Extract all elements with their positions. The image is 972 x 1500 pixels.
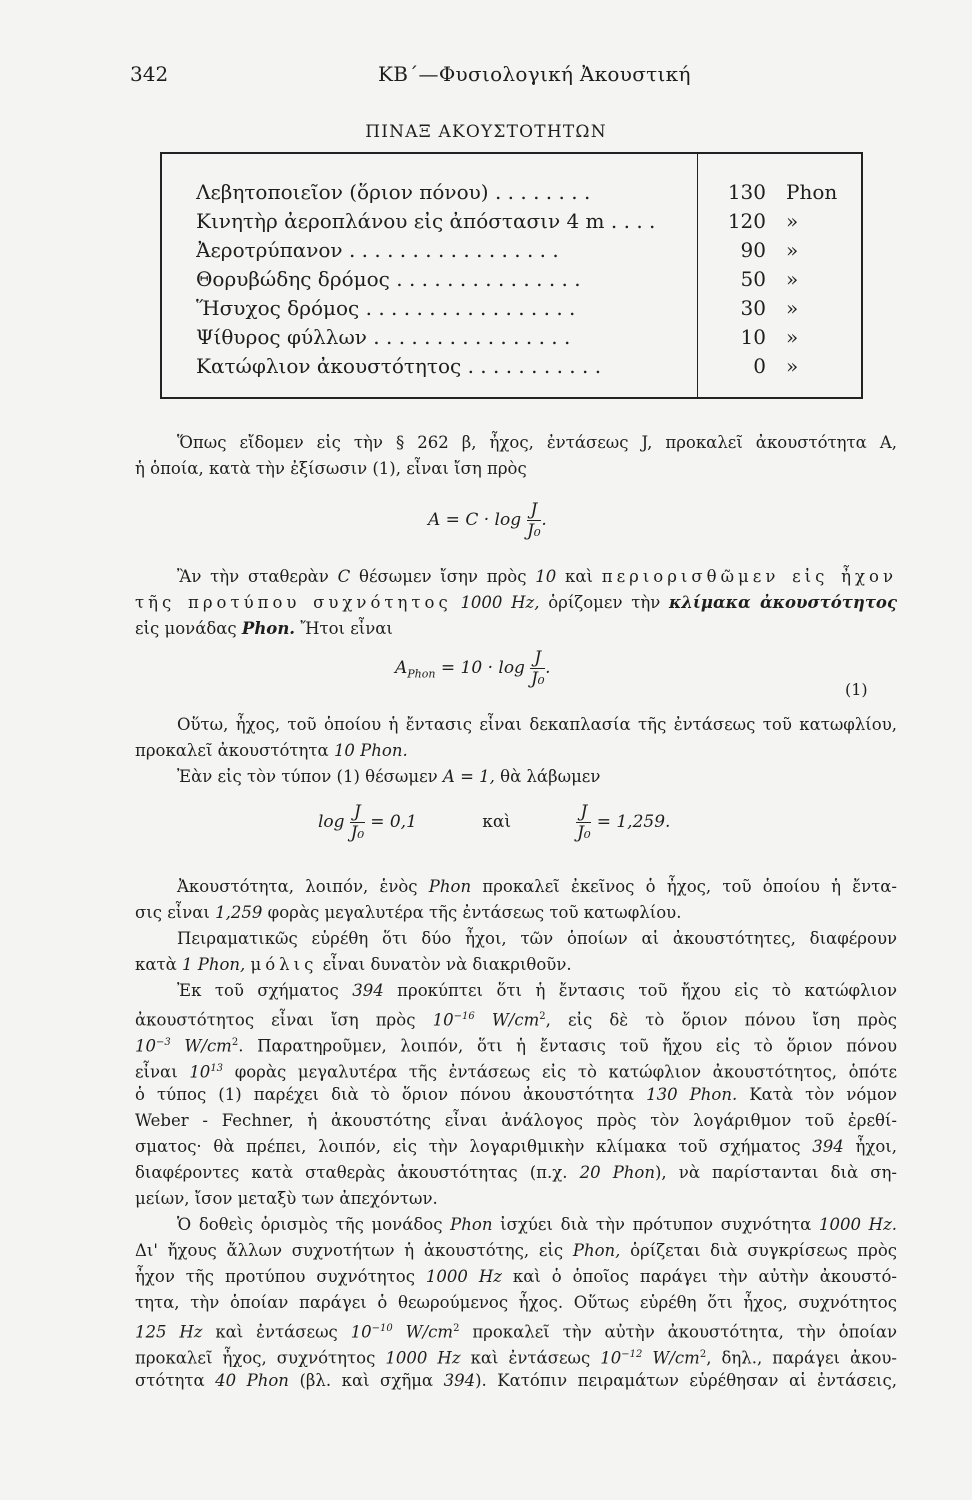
loudness-table	[160, 152, 863, 399]
text-span: ἰσχύει διὰ τὴν πρότυπον συχνότητα	[500, 1215, 812, 1234]
text-span: 10 Phon.	[333, 741, 408, 760]
text-span: 394	[443, 1371, 476, 1390]
text-span: εἰς μονάδας	[135, 619, 237, 638]
text-span: 10	[535, 567, 557, 586]
page-number: 342	[130, 62, 169, 86]
text-span: φορὰς μεγαλυτέρα τῆς ἐντάσεως τοῦ κατωφλίου.	[267, 903, 682, 922]
text-span: (βλ. καὶ σχῆμα	[299, 1371, 434, 1390]
text-span: Ἀκουστότητα, λοιπόν, ἑνὸς	[177, 877, 418, 896]
text-span: ἀκουστότητος εἶναι ἴση πρὸς	[135, 1010, 416, 1030]
text-span: διαφέροντες κατὰ σταθερὰς ἀκουστότητας (π.χ.	[135, 1163, 568, 1182]
text-span: W/cm	[184, 1036, 232, 1056]
text-span: Δι' ἤχους ἄλλων συχνοτήτων ἡ ἀκουστότης, εἰς	[135, 1241, 564, 1260]
text-line	[135, 1006, 897, 1032]
text-span: 1000 Hz	[385, 1348, 461, 1368]
text-line	[135, 980, 897, 1002]
text-span: 394	[352, 981, 384, 1000]
superscript: 2	[699, 1349, 707, 1360]
text-span: 125 Hz	[135, 1322, 203, 1342]
text-span: 10	[432, 1010, 454, 1030]
eq-fraction	[576, 802, 591, 843]
text-span: W/cm	[652, 1348, 700, 1368]
text-span: σματος· θὰ πρέπει, λοιπόν, εἰς τὴν λογαριθμικὴν κλίμακα τοῦ σχήματος	[135, 1137, 801, 1156]
text-span: 20 Phon	[579, 1163, 655, 1182]
equation-phon	[395, 648, 551, 689]
text-span: 10	[350, 1322, 372, 1342]
eq-lhs: A	[395, 658, 408, 678]
row-unit: »	[786, 296, 799, 320]
row-label: Ἥσυχος δρόμος . . . . . . . . . . . . . . . . .	[196, 296, 576, 320]
eq-subscript: Phon	[407, 667, 436, 681]
row-unit: »	[786, 267, 799, 291]
text-span: προκαλεῖ ἀκουστότητα	[135, 741, 329, 760]
text-span: 1000 Hz.	[819, 1215, 898, 1234]
text-span: προκαλεῖ τὴν αὐτὴν ἀκουστότητα, τὴν ὁποίαν	[472, 1322, 897, 1342]
spaced-text: περιορισθῶμεν εἰς ἦχον	[601, 567, 898, 586]
eq-log: log	[318, 812, 345, 832]
text-line: μείων, ἴσον μεταξὺ των ἀπεχόντων.	[135, 1189, 438, 1208]
superscript: −10	[371, 1323, 393, 1334]
superscript: −16	[453, 1011, 475, 1022]
emphasis-text: Phon.	[241, 619, 296, 638]
text-span: Ἐὰν εἰς τὸν τύπον (1) θέσωμεν	[177, 767, 438, 786]
text-span: 40 Phon	[215, 1371, 289, 1390]
superscript: −12	[621, 1349, 643, 1360]
text-line	[135, 1084, 897, 1106]
text-line	[135, 592, 897, 614]
text-span: . Παρατηροῦμεν, λοιπόν, ὅτι ἡ ἔντασις τοῦ ἤχου εἰς τὸ ὅριον πόνου	[238, 1036, 897, 1056]
row-unit: »	[786, 354, 799, 378]
row-value: 90	[740, 238, 766, 262]
text-span: καὶ ὁ ὁποῖος παράγει τὴν αὐτὴν ἀκουστό-	[512, 1267, 898, 1286]
row-unit: Phon	[786, 180, 838, 204]
row-unit: »	[786, 238, 799, 262]
eq-value: = 1,259.	[596, 812, 671, 832]
eq-fraction	[527, 500, 542, 541]
text-span: ἦχοι,	[855, 1137, 897, 1156]
text-line	[135, 618, 897, 640]
row-label: Ἀεροτρύπανον . . . . . . . . . . . . . . . . .	[196, 238, 559, 262]
text-line	[135, 766, 897, 788]
eq-numerator: J	[576, 802, 591, 823]
superscript: 2	[453, 1323, 460, 1334]
text-span: προκαλεῖ ἐκεῖνος ὁ ἦχος, τοῦ ὁποίου ἡ ἔντα-	[482, 877, 898, 896]
row-value: 130	[727, 180, 766, 204]
text-span: θέσωμεν ἴσην πρὸς	[359, 567, 527, 586]
eq-denominator: J₀	[527, 521, 541, 541]
eq-numerator: J	[530, 648, 545, 669]
eq-denominator: J₀	[577, 823, 591, 843]
text-line	[135, 902, 897, 924]
text-span: ὁρίζεται διὰ συγκρίσεως πρὸς	[630, 1241, 897, 1260]
table-row	[196, 180, 863, 209]
emphasis-text: κλίμακα ἀκουστότητος	[668, 593, 897, 612]
row-value: 120	[727, 209, 766, 233]
text-line	[135, 1214, 897, 1236]
text-span: Ἂν τὴν σταθερὰν	[177, 567, 329, 586]
text-line	[135, 1266, 897, 1288]
text-span: εἶναι δυνατὸν νὰ διακριθοῦν.	[322, 955, 572, 974]
table-row	[196, 238, 863, 267]
equation-loudness	[428, 500, 547, 541]
text-span: ὁ τύπος (1) παρέχει διὰ τὸ ὅριον πόνου ἀκουστότητα	[135, 1085, 634, 1104]
row-label: Λεβητοποιεῖον (ὅριον πόνου) . . . . . . . .	[196, 180, 591, 204]
text-span: W/cm	[491, 1010, 540, 1030]
text-span: 10	[600, 1348, 622, 1368]
row-value: 10	[740, 325, 766, 349]
text-span: σις εἶναι	[135, 903, 210, 922]
spaced-text: μόλις	[250, 955, 318, 974]
row-unit: »	[786, 325, 799, 349]
text-span: Ἐκ τοῦ σχήματος	[177, 981, 339, 1000]
row-label: Κατώφλιον ἀκουστότητος . . . . . . . . . . .	[196, 354, 602, 378]
row-value: 30	[740, 296, 766, 320]
text-span: ). Κατόπιν πειραμάτων εὑρέθησαν αἱ ἐντάσεις,	[475, 1371, 897, 1390]
text-line	[135, 1240, 897, 1262]
text-line	[135, 1162, 897, 1184]
spaced-text: τῆς προτύπου συχνότητος	[135, 593, 452, 612]
text-line: Ὅπως εἴδομεν εἰς τὴν § 262 β, ἦχος, ἐντάσεως J, προκαλεῖ ἀκουστότητα A,	[177, 433, 897, 452]
row-label: Θορυβώδης δρόμος . . . . . . . . . . . . . . .	[196, 267, 581, 291]
eq-fraction	[350, 802, 365, 843]
table-row	[196, 209, 863, 238]
eq-value: = 0,1	[370, 812, 417, 832]
text-span: C	[337, 567, 351, 586]
superscript: 2	[231, 1037, 239, 1048]
text-line	[135, 1136, 897, 1158]
table-row	[196, 354, 863, 383]
row-label: Ψίθυρος φύλλων . . . . . . . . . . . . . . . .	[196, 325, 571, 349]
text-span: ἦχον τῆς προτύπου συχνότητος	[135, 1267, 415, 1286]
text-line	[135, 740, 897, 762]
text-line	[135, 1344, 897, 1370]
text-line	[135, 954, 897, 976]
text-line: τητα, τὴν ὁποίαν παράγει ὁ θεωρούμενος ἦχος. Οὕτως εὑρέθη ὅτι ἦχος, συχνότητος	[135, 1293, 897, 1312]
eq-fraction	[530, 648, 545, 689]
text-span: 394	[812, 1137, 844, 1156]
text-line	[135, 1032, 897, 1058]
text-span: , εἰς δὲ τὸ ὅριον πόνου ἴση πρὸς	[545, 1010, 898, 1030]
text-span: καὶ ἐντάσεως	[470, 1348, 591, 1368]
equation-values	[318, 802, 670, 843]
row-label: Κινητὴρ ἀεροπλάνου εἰς ἀπόστασιν 4 m . . . .	[196, 209, 656, 233]
row-value: 0	[753, 354, 766, 378]
text-span: , δηλ., παράγει ἀκου-	[706, 1348, 898, 1368]
row-value: 50	[740, 267, 766, 291]
text-span: προκύπτει ὅτι ἡ ἔντασις τοῦ ἤχου εἰς τὸ κατώφλιον	[397, 981, 897, 1000]
superscript: 2	[539, 1011, 546, 1022]
text-span: στότητα	[135, 1371, 205, 1390]
text-span: W/cm	[405, 1322, 454, 1342]
text-span: Ὁ δοθεὶς ὁρισμὸς τῆς μονάδος	[177, 1215, 443, 1234]
text-span: φορὰς μεγαλυτέρα τῆς ἐντάσεως εἰς τὸ κατώφλιον ἀκουστότητος, ὁπότε	[234, 1062, 898, 1082]
text-span: καὶ ἐντάσεως	[215, 1322, 338, 1342]
text-span: ὁρίζομεν τὴν	[548, 593, 661, 612]
eq-denominator: J₀	[350, 823, 365, 843]
text-span: Phon,	[572, 1241, 621, 1260]
eq-end: .	[541, 510, 547, 530]
text-line: ἡ ὁποία, κατὰ τὴν ἐξίσωσιν (1), εἶναι ἴση πρὸς	[135, 459, 527, 478]
text-span: 1,259	[215, 903, 263, 922]
eq-lhs: A = C · log	[428, 510, 522, 530]
running-title: ΚΒ΄—Φυσιολογική Ἀκουστική	[378, 62, 691, 86]
text-line	[135, 876, 897, 898]
text-span: A = 1,	[442, 767, 495, 786]
text-span: Phon	[450, 1215, 493, 1234]
text-line	[135, 1318, 897, 1344]
text-span: Phon	[428, 877, 472, 896]
text-span: 1 Phon,	[181, 955, 246, 974]
eq-numerator: J	[527, 500, 542, 521]
table-row	[196, 296, 863, 325]
row-unit: »	[786, 209, 799, 233]
superscript: 13	[210, 1063, 224, 1074]
text-line	[135, 1058, 897, 1084]
text-span: Κατὰ τὸν νόμον	[749, 1085, 898, 1104]
text-span: 1000 Hz,	[460, 593, 540, 612]
equation-number: (1)	[845, 680, 868, 699]
text-span: καὶ	[565, 567, 593, 586]
table-row	[196, 267, 863, 296]
text-line	[135, 1370, 897, 1392]
eq-numerator: J	[350, 802, 365, 823]
text-line: Weber - Fechner, ἡ ἀκουστότης εἶναι ἀνάλογος πρὸς τὸν λογάριθμον τοῦ ἐρεθί-	[135, 1111, 897, 1130]
text-span: 10	[189, 1062, 211, 1082]
table-row	[196, 325, 863, 354]
text-span: 130 Phon.	[646, 1085, 738, 1104]
text-line: Οὕτω, ἦχος, τοῦ ὁποίου ἡ ἔντασις εἶναι δεκαπλασία τῆς ἐντάσεως τοῦ κατωφλίου,	[177, 715, 897, 734]
text-span: προκαλεῖ ἦχος, συχνότητος	[135, 1348, 376, 1368]
text-span: εἶναι	[135, 1062, 178, 1082]
text-span: 10	[135, 1036, 156, 1056]
eq-end: .	[545, 658, 551, 678]
table-title: ΠΙΝΑΞ ΑΚΟΥΣΤΟΤΗΤΩΝ	[365, 122, 607, 142]
text-line	[135, 566, 897, 588]
text-span: 1000 Hz	[425, 1267, 502, 1286]
eq-denominator: J₀	[530, 669, 545, 689]
eq-conjunction: καὶ	[482, 812, 512, 832]
text-span: ), νὰ παρίστανται διὰ ση-	[655, 1163, 897, 1182]
text-span: Ἤτοι εἶναι	[300, 619, 393, 638]
text-span: κατὰ	[135, 955, 177, 974]
text-line: Πειραματικῶς εὑρέθη ὅτι δύο ἦχοι, τῶν ὁποίων αἱ ἀκουστότητες, διαφέρουν	[177, 929, 897, 948]
text-span: θὰ λάβωμεν	[500, 767, 601, 786]
eq-mid: = 10 · log	[440, 658, 525, 678]
superscript: −3	[156, 1037, 171, 1048]
